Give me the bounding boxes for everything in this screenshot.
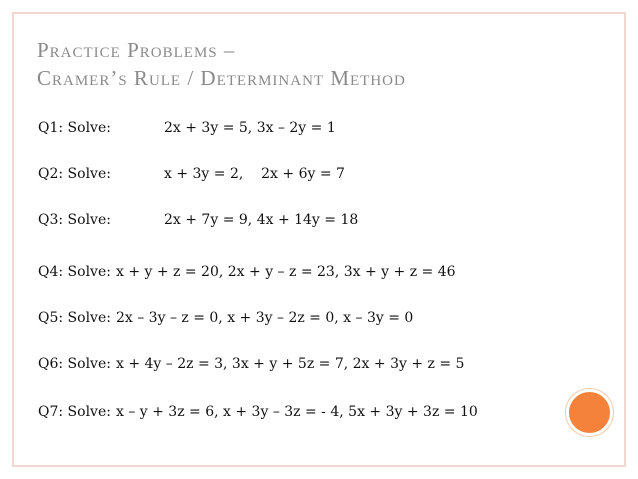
problem-q1-equations: 2x + 3y = 5, 3x – 2y = 1 [164, 120, 336, 136]
problem-q2-label: Q2: Solve: [38, 166, 111, 182]
slide-frame-top [12, 12, 626, 14]
accent-circle-decoration [566, 389, 613, 436]
slide-frame-left [12, 12, 14, 467]
problem-q3-equations: 2x + 7y = 9, 4x + 14y = 18 [164, 212, 359, 228]
problem-q4-equations: x + y + z = 20, 2x + y – z = 23, 3x + y + z = 46 [115, 264, 456, 280]
problem-q2-equations: x + 3y = 2, 2x + 6y = 7 [164, 166, 345, 182]
problem-q5-label: Q5: Solve: [38, 310, 111, 326]
problem-q4 [38, 262, 456, 282]
problem-q6-equations: x + 4y – 2z = 3, 3x + y + 5z = 7, 2x + 3y + z = 5 [115, 356, 465, 372]
problem-q6-label: Q6: Solve: [38, 356, 111, 372]
problem-q1 [38, 118, 336, 138]
problem-q7-equations: x – y + 3z = 6, x + 3y – 3z = - 4, 5x + 3y + 3z = 10 [115, 404, 478, 420]
problem-q3-label: Q3: Solve: [38, 212, 111, 228]
problem-q7 [38, 402, 478, 422]
slide-title [37, 36, 597, 92]
slide-title-line-2: Cramer’s Rule / Determinant Method [37, 66, 406, 90]
problem-q2 [38, 164, 345, 184]
slide-frame-bottom [12, 465, 626, 467]
problem-q3 [38, 210, 358, 230]
problem-q5 [38, 308, 413, 328]
problem-q4-label: Q4: Solve: [38, 264, 111, 280]
problem-q1-label: Q1: Solve: [38, 120, 111, 136]
problem-q5-equations: 2x – 3y – z = 0, x + 3y – 2z = 0, x – 3y = 0 [115, 310, 414, 326]
problem-q6 [38, 354, 464, 374]
problem-q7-label: Q7: Solve: [38, 404, 111, 420]
slide-title-line-1: Practice Problems – [37, 38, 236, 62]
slide-frame-right [624, 12, 626, 467]
